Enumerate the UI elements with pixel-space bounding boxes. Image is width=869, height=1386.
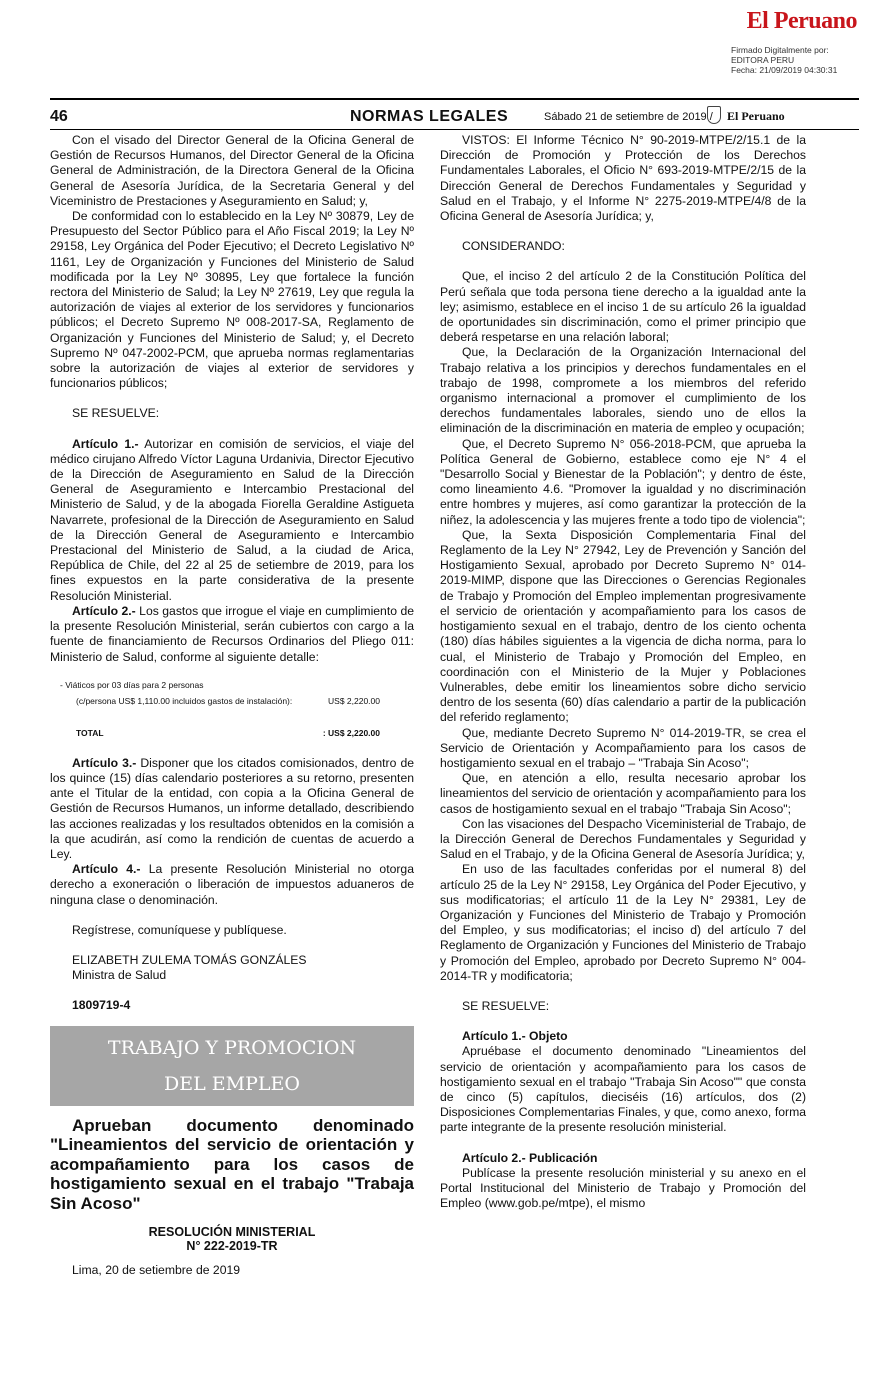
- expense-amount: US$ 2,220.00: [328, 695, 380, 706]
- place-date: Lima, 20 de setiembre de 2019: [72, 1263, 241, 1278]
- vistos-paragraph: VISTOS: El Informe Técnico N° 90-2019-MTPE/2/15.1 de la Dirección de Promoción y Protección de los Derechos Fundamentales Laborales, el Oficio N° 693-2019-MTPE/2/15 de la Dirección General de Derechos Fundamentales y Seguridad y Salud en el Trabajo, y el Informe N° 2275-2019-MTPE/4/8 de la Oficina General de Asesoría Jurídica; y,: [440, 133, 806, 224]
- resolution-type: RESOLUCIÓN MINISTERIAL: [148, 1225, 316, 1240]
- article-label: Artículo 1.-: [72, 436, 139, 451]
- right-column: [440, 133, 806, 1211]
- article-4: [50, 862, 414, 908]
- issue-date: Sábado 21 de setiembre de 2019 /: [544, 111, 713, 123]
- digital-signature: [731, 45, 837, 75]
- closing-formula: Regístrese, comuníquese y publíquese.: [72, 922, 287, 937]
- paragraph: En uso de las facultades conferidas por el numeral 8) del artículo 25 de la Ley N° 29158, Ley Orgánica del Poder Ejecutivo, y sus modificatorias; el artículo 11 de la Ley N° 29381, Ley de Organización y Funciones del Ministerio de Trabajo y Promoción del Empleo, y sus modificatorias; el inciso d) del artículo 7 del Reglamento de Organización y Funciones del Ministerio de Trabajo y Promoción del Empleo, aprobado por Decreto Supremo N° 004-2014-TR y modificatoria;: [440, 862, 806, 983]
- paragraph: Que, la Declaración de la Organización Internacional del Trabajo relativa a los principios y derechos fundamentales en el trabajo de 1998, compromete a los miembros del referido organismo internacional a promover el cumplimiento de los derechos fundamentales laborales, siendo uno de ellos la eliminación de la discriminación en materia de empleo y ocupación;: [440, 345, 806, 436]
- expense-item: - Viáticos por 03 días para 2 personas: [60, 679, 204, 690]
- section-banner: [50, 1026, 414, 1106]
- banner-line: TRABAJO Y PROMOCION: [107, 1036, 357, 1059]
- paragraph: Que, la Sexta Disposición Complementaria Final del Reglamento de la Ley N° 27942, Ley de Prevención y Sanción del Hostigamiento Sexual, aprobado por Decreto Supremo N° 014-2019-MIMP, dispone que las Direcciones o Gerencias Regionales de Trabajo y Promoción del Empleo implementan progresivamente el servicio de orientación y acompañamiento para los casos de hostigamiento sexual en el trabajo, dentro de los ciento ochenta (180) días hábiles siguientes a la vigencia de dicha norma, para lo cual, el Ministerio de Trabajo y Promoción del Empleo, en coordinación con el Ministerio de la Mujer y Poblaciones Vulnerables, debe emitir los lineamientos sobre dicho servicio dentro de los sesenta (60) días calendario a partir de la publicación del referido reglamento;: [440, 527, 806, 725]
- article-3: [50, 756, 414, 862]
- signature-line: Firmado Digitalmente por:: [731, 45, 829, 55]
- coat-of-arms-icon: [707, 106, 721, 124]
- article-text: Publícase la presente resolución ministerial y su anexo en el Portal Institucional del Ministerio de Trabajo y Promoción del Empleo (www.gob.pe/mtpe), el mismo: [440, 1165, 806, 1211]
- article-text: La presente Resolución Ministerial no otorga derecho a exoneración o liberación de impuestos aduaneros de ninguna clase o denominación.: [50, 862, 414, 907]
- paragraph: Con el visado del Director General de la Oficina General de Gestión de Recursos Humanos, del Director General de la Oficina General de Administración, de la Directora General de la Oficina General de Asesoría Jurídica, de la Secretaria General y del Viceministro de Prestaciones y Aseguramiento en Salud; y,: [50, 133, 414, 208]
- article-heading: Artículo 2.- Publicación: [462, 1150, 598, 1165]
- article-text: Apruébase el documento denominado "Lineamientos del servicio de orientación y acompañamiento para los casos de hostigamiento sexual en el trabajo "Trabaja Sin Acoso"" que consta de cinco (5) capítulos, dieciséis (16) artículos, dos (2) Disposiciones Complementarias Finales, y que, como anexo, forma parte integrante de la presente resolución ministerial.: [440, 1044, 806, 1135]
- signature-line: EDITORA PERU: [731, 55, 795, 65]
- header-rule: [50, 129, 859, 130]
- paragraph: Con las visaciones del Despacho Viceministerial de Trabajo, de la Dirección General de Derechos Fundamentales y Seguridad y Salud en el Trabajo, y de la Oficina General de Asesoría Jurídica; y,: [440, 816, 806, 862]
- resolution-number: N° 222-2019-TR: [186, 1239, 278, 1254]
- banner-line: DEL EMPLEO: [164, 1072, 300, 1095]
- page-header: [50, 106, 859, 126]
- paragraph: Que, mediante Decreto Supremo N° 014-2019-TR, se crea el Servicio de Orientación y Acompañamiento para los casos de hostigamiento sexual en el trabajo – "Trabaja Sin Acoso";: [440, 725, 806, 770]
- article-text: Disponer que los citados comisionados, dentro de los quince (15) días calendario posteriores a su retorno, presenten ante el Titular de la entidad, con copia a la Oficina General de Gestión de Recursos Humanos, un informe detallado, describiendo las acciones realizadas y los resultados obtenidos en la comisión a la que acudirán, así como la rendición de cuentas de acuerdo a Ley.: [50, 755, 414, 861]
- article-label: Artículo 3.-: [72, 755, 137, 770]
- article-text: Autorizar en comisión de servicios, el viaje del médico cirujano Alfredo Víctor Laguna Urdanivia, Director Ejecutivo de la Dirección de Aseguramiento en Salud de la Dirección General de Aseguramiento e Intercambio Prestacional del Ministerio de Salud, y de la abogada Fiorella Geraldine Astigueta Navarrete, profesional de la Dirección de Aseguramiento en Salud de la Dirección General de Aseguramiento e Intercambio Prestacional del Ministerio de Salud, a la ciudad de Arica, República de Chile, del 22 al 25 de setiembre de 2019, para los fines expuestos en la parte considerativa de la presente Resolución Ministerial.: [50, 436, 415, 603]
- se-resuelve-heading: SE RESUELVE:: [462, 998, 550, 1013]
- resolution-title: [50, 1225, 414, 1253]
- expense-row: [60, 693, 414, 709]
- considerando-heading: CONSIDERANDO:: [462, 239, 565, 254]
- paragraph: Que, en atención a ello, resulta necesario aprobar los lineamientos del servicio de orientación y acompañamiento para los casos de hostigamiento sexual en el trabajo "Trabaja Sin Acoso";: [440, 771, 806, 816]
- paragraph: Que, el inciso 2 del artículo 2 de la Constitución Política del Perú señala que toda persona tiene derecho a la igualdad ante la ley; asimismo, establece en el inciso 1 de su artículo 26 la igualdad de oportunidades sin discriminación, como el primer principio que deberá respetarse en una relación laboral;: [440, 269, 806, 345]
- expense-description: (c/persona US$ 1,110.00 incluidos gastos de instalación):: [76, 695, 293, 706]
- header-brand: El Peruano: [727, 109, 785, 123]
- signer-title: Ministra de Salud: [72, 968, 167, 983]
- article-heading: Artículo 1.- Objeto: [462, 1029, 568, 1044]
- signer-name: ELIZABETH ZULEMA TOMÁS GONZÁLES: [72, 952, 307, 967]
- paragraph: Que, el Decreto Supremo N° 056-2018-PCM, que aprueba la Política General de Gobierno, establece como eje N° 4 el "Desarrollo Social y Bienestar de la Población"; y dentro de éste, como lineamiento 4.6. "Promover la igualdad y no discriminación entre hombres y mujeres, así como garantizar la protección de la niñez, la adolescencia y las mujeres frente a todo tipo de violencia";: [440, 436, 806, 527]
- document-code: 1809719-4: [72, 998, 131, 1013]
- signature-date: Fecha: 21/09/2019 04:30:31: [731, 65, 838, 75]
- left-column: [50, 133, 414, 1278]
- section-title: NORMAS LEGALES: [350, 108, 509, 125]
- resolution-headline: Aprueban documento denominado "Lineamientos del servicio de orientación y acompañamiento para los casos de hostigamiento sexual en el trabajo "Trabaja Sin Acoso": [50, 1115, 414, 1213]
- article-label: Artículo 4.-: [72, 862, 141, 877]
- el-peruano-logo: El Peruano: [746, 8, 857, 34]
- total-label: TOTAL: [76, 727, 104, 738]
- article-text: Los gastos que irrogue el viaje en cumplimiento de la presente Resolución Ministerial, serán cubiertos con cargo a la fuente de financiamiento de Recursos Ordinarios del Pliego 011: Ministerio de Salud, conforme al siguiente detalle:: [50, 603, 415, 664]
- header-rule: [50, 98, 859, 100]
- article-label: Artículo 2.-: [72, 603, 136, 618]
- paragraph: De conformidad con lo establecido en la Ley Nº 30879, Ley de Presupuesto del Sector Público para el Año Fiscal 2019; la Ley Nº 29158, Ley Orgánica del Poder Ejecutivo; el Decreto Legislativo Nº 1161, Ley de Organización y Funciones del Ministerio de Salud modificada por la Ley Nº 30895, Ley que fortalece la función rectora del Ministerio de Salud; la Ley Nº 27619, Ley que regula la autorización de viajes al exterior de los servidores y funcionarios públicos; el Decreto Supremo Nº 008-2017-SA, Reglamento de Organización y Funciones del Ministerio de Salud; y, el Decreto Supremo Nº 047-2002-PCM, que aprueba normas reglamentarias sobre la autorización de viajes al exterior de servidores y funcionarios públicos;: [50, 209, 414, 391]
- se-resuelve-heading: SE RESUELVE:: [72, 406, 160, 421]
- total-amount: : US$ 2,220.00: [322, 727, 380, 738]
- expense-table: [60, 677, 414, 741]
- page-number: 46: [50, 108, 68, 125]
- article-2: [50, 604, 414, 665]
- expense-total: [60, 725, 414, 741]
- article-1: [50, 437, 414, 604]
